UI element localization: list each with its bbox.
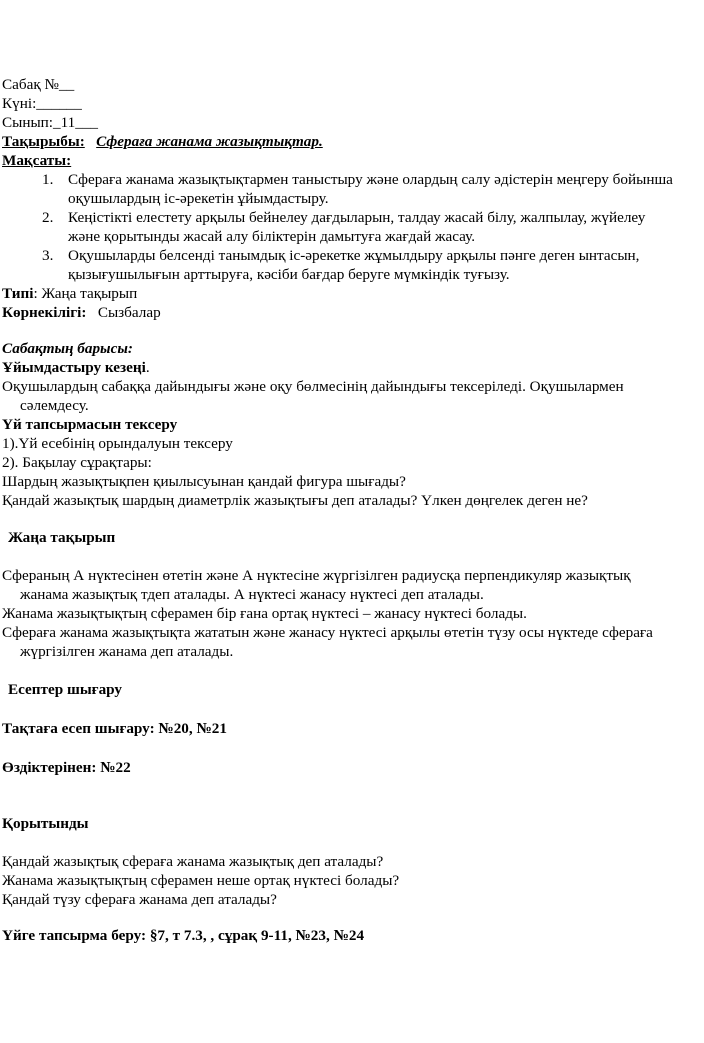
goal-number: 2. bbox=[42, 209, 54, 226]
org-stage-title: Ұйымдастыру кезеңі bbox=[2, 359, 146, 376]
lesson-date: Күні:______ bbox=[2, 95, 82, 112]
type-value: : Жаңа тақырып bbox=[33, 285, 138, 302]
visuals-value: Сызбалар bbox=[97, 304, 161, 321]
course-title: Сабақтың барысы: bbox=[2, 340, 133, 357]
definition-line: жанама жазықтық тдеп аталады. А нүктесі жанасу нүктесі деп аталады. bbox=[20, 586, 484, 603]
goal-line: Оқушыларды белсенді танымдық іс-әрекетке жұмылдыру арқылы пәнге деген ынтасын, bbox=[68, 247, 640, 264]
goal-text bbox=[68, 246, 704, 284]
type-label: Типі bbox=[2, 285, 34, 302]
definition-paragraph bbox=[2, 566, 702, 604]
lesson-number: Сабақ №__ bbox=[2, 76, 75, 93]
type-line bbox=[2, 284, 137, 303]
hw-check-item: 1).Үй есебінің орындалуын тексеру bbox=[2, 435, 233, 452]
goal-number: 3. bbox=[42, 247, 54, 264]
definition-line: Сфераға жанама жазықтықта жататын және жанасу нүктесі арқылы өтетін түзу осы нүктеде сфераға bbox=[2, 624, 653, 641]
definition-line: жүргізілген жанама деп аталады. bbox=[20, 643, 234, 660]
org-stage-dot: . bbox=[145, 359, 150, 376]
homework-line: Үйге тапсырма беру: §7, т 7.3, , сұрақ 9-11, №23, №24 bbox=[2, 927, 365, 944]
goal-line: қызығушылығын арттыруға, кәсіби бағдар беруге мүмкіндік туғызу. bbox=[68, 266, 510, 283]
visuals-label: Көрнекілігі: bbox=[2, 304, 87, 321]
goal-text bbox=[68, 208, 704, 246]
control-question: Қандай жазықтық шардың диаметрлік жазықтығы деп аталады? Үлкен дөңгелек деген не? bbox=[2, 492, 588, 509]
hw-check-item: 2). Бақылау сұрақтары: bbox=[2, 454, 152, 471]
conclusion-title: Қорытынды bbox=[2, 815, 89, 832]
goals-label: Мақсаты: bbox=[2, 152, 72, 169]
goal-line: оқушылардың іс-әрекетін ұйымдастыру. bbox=[68, 190, 329, 207]
class-line bbox=[2, 113, 98, 132]
control-question: Шардың жазықтықпен қиылысуынан қандай фигура шығады? bbox=[2, 473, 406, 490]
org-stage-line bbox=[2, 358, 150, 377]
topic-value: Сфераға жанама жазықтықтар. bbox=[96, 133, 323, 150]
conclusion-question: Қандай жазықтық сфераға жанама жазықтық деп аталады? bbox=[2, 853, 384, 870]
goal-line: Кеңістікті елестету арқылы бейнелеу дағдыларын, талдау жасай білу, жалпылау, жүйелеу bbox=[68, 209, 646, 226]
board-problems: Тақтаға есеп шығару: №20, №21 bbox=[2, 720, 227, 737]
topic-line bbox=[2, 132, 323, 151]
definition-paragraph bbox=[2, 623, 702, 661]
new-topic-title: Жаңа тақырып bbox=[8, 529, 116, 546]
topic-label: Тақырыбы: bbox=[2, 133, 85, 150]
conclusion-question: Жанама жазықтықтың сферамен неше ортақ нүктесі болады? bbox=[2, 872, 400, 889]
conclusion-question: Қандай түзу сфераға жанама деп аталады? bbox=[2, 891, 277, 908]
problems-title: Есептер шығару bbox=[8, 681, 123, 698]
goal-number: 1. bbox=[42, 171, 54, 188]
goal-line: Сфераға жанама жазықтықтармен таныстыру және олардың салу әдістерін меңгеру бойынша bbox=[68, 171, 673, 188]
class-label: Сынып: bbox=[2, 114, 54, 131]
goal-text bbox=[68, 170, 704, 208]
org-paragraph bbox=[2, 377, 702, 415]
org-paragraph-line: сәлемдесу. bbox=[20, 397, 89, 414]
goal-line: және қорытынды жасай алу біліктерін дамытуға жағдай жасау. bbox=[68, 228, 476, 245]
definition-line: Сфераның А нүктесінен өтетін және А нүктесіне жүргізілген радиусқа перпендикуляр жазықтық bbox=[2, 567, 631, 584]
org-paragraph-line: Оқушылардың сабаққа дайындығы және оқу бөлмесінің дайындығы тексеріледі. Оқушылармен bbox=[2, 378, 624, 395]
definition-line: Жанама жазықтықтың сферамен бір ғана ортақ нүктесі – жанасу нүктесі болады. bbox=[2, 605, 527, 622]
hw-check-title: Үй тапсырмасын тексеру bbox=[2, 416, 178, 433]
class-value: _11___ bbox=[53, 114, 99, 131]
self-problems: Өздіктерінен: №22 bbox=[2, 759, 131, 776]
visuals-line bbox=[2, 303, 161, 322]
